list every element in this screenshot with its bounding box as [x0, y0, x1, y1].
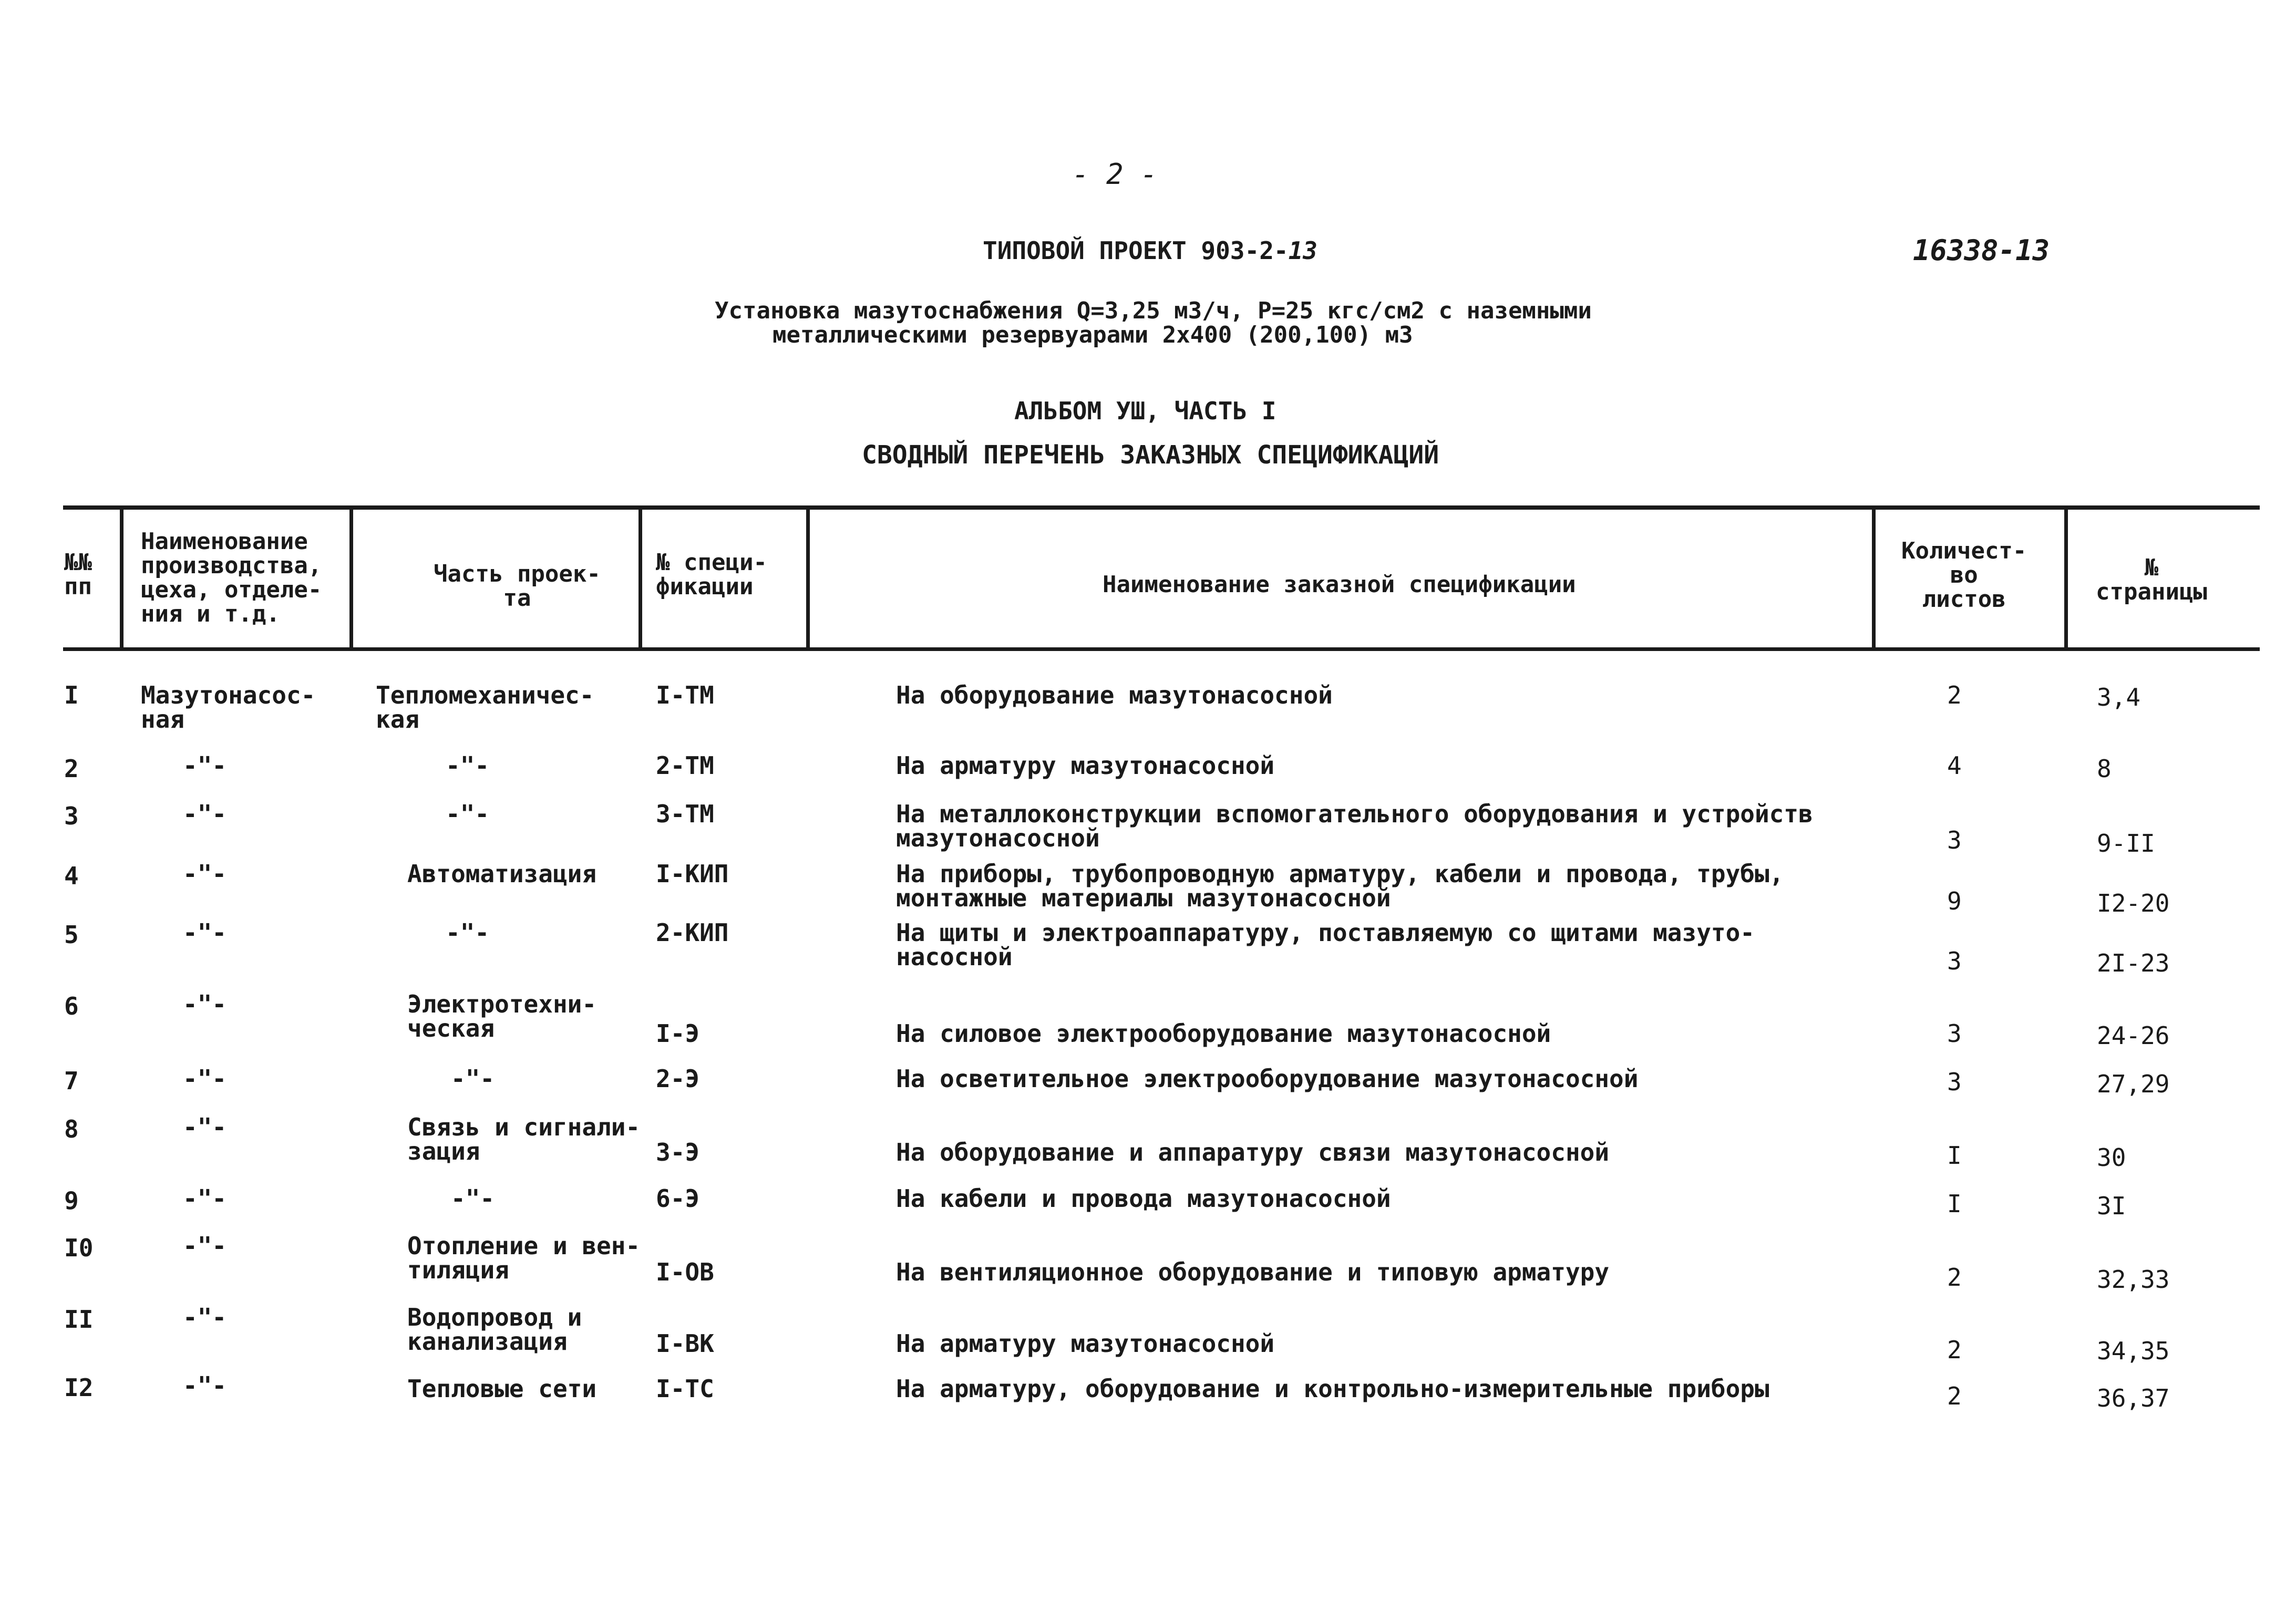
row-spec-no: I-ТМ [656, 681, 714, 709]
row-spec-name: На оборудование и аппаратуру связи мазутонасосной [896, 1138, 1610, 1166]
album-title: АЛЬБОМ УШ, ЧАСТЬ I [1014, 397, 1276, 425]
row-production: -"- [183, 1371, 227, 1400]
row-sheets: 9 [1947, 887, 1962, 915]
column-header-num: №№ пп [64, 549, 92, 600]
row-num: 9 [64, 1186, 79, 1215]
row-spec-no: 3-Э [656, 1138, 700, 1166]
row-sheets: 3 [1947, 826, 1962, 854]
row-sheets: 4 [1947, 751, 1962, 780]
row-num: I0 [64, 1234, 94, 1262]
row-part: Тепловые сети [407, 1375, 597, 1403]
row-page: 8 [2097, 755, 2112, 783]
column-divider [349, 505, 353, 650]
row-spec-no: I-КИП [656, 860, 729, 888]
row-part: Водопровод и канализация [407, 1303, 582, 1356]
row-spec-name: На вентиляционное оборудование и типовую арматуру [896, 1258, 1610, 1286]
row-production: -"- [183, 800, 227, 828]
row-page: 3I [2097, 1192, 2126, 1220]
row-page: 27,29 [2097, 1070, 2170, 1098]
row-part: -"- [451, 1065, 495, 1093]
row-part: Автоматизация [407, 860, 597, 888]
row-production: -"- [183, 1184, 227, 1213]
row-spec-no: I-ОВ [656, 1258, 714, 1286]
row-page: 3,4 [2097, 683, 2141, 711]
row-sheets: I [1947, 1141, 1962, 1170]
row-page: 32,33 [2097, 1265, 2170, 1294]
row-spec-no: 3-ТМ [656, 800, 714, 828]
row-sheets: 3 [1947, 1068, 1962, 1096]
row-sheets: 3 [1947, 1019, 1962, 1048]
row-sheets: 3 [1947, 947, 1962, 975]
project-suffix: 13 [1288, 236, 1317, 265]
row-part: Тепломеханичес- кая [376, 681, 594, 734]
row-num: 4 [64, 862, 79, 890]
column-header-production: Наименование производства, цеха, отделе- ния и т.д. [141, 528, 322, 627]
row-page: 34,35 [2097, 1337, 2170, 1365]
row-num: 6 [64, 992, 79, 1020]
row-sheets: I [1947, 1190, 1962, 1218]
row-production: -"- [183, 1303, 227, 1331]
row-spec-name: На арматуру мазутонасосной [896, 1329, 1275, 1358]
row-production: -"- [183, 1232, 227, 1260]
row-production: -"- [183, 990, 227, 1018]
row-page: 30 [2097, 1143, 2126, 1172]
row-spec-no: 2-КИП [656, 918, 729, 947]
row-page: 2I-23 [2097, 949, 2170, 977]
row-production: -"- [183, 1113, 227, 1141]
row-production: -"- [183, 751, 227, 780]
row-spec-name: На арматуру мазутонасосной [896, 751, 1275, 780]
column-header-sheets: Количест- во листов [1901, 538, 2027, 613]
row-spec-name: На приборы, трубопроводную арматуру, кабели и провода, трубы, монтажные материалы мазутонасосной [896, 860, 1784, 912]
row-num: 2 [64, 755, 79, 783]
column-header-spec-no: № специ- фикации [656, 549, 767, 600]
column-divider [1872, 505, 1876, 650]
row-page: 9-II [2097, 829, 2155, 858]
project-prefix: ТИПОВОЙ ПРОЕКТ 903-2- [983, 236, 1289, 265]
row-spec-name: На металлоконструкции вспомогательного оборудования и устройств мазутонасосной [896, 800, 1813, 852]
subtitle-line-2: металлическими резервуарами 2х400 (200,100) м3 [773, 322, 1413, 348]
row-sheets: 2 [1947, 1336, 1962, 1364]
row-spec-no: I-ТС [656, 1375, 714, 1403]
page-number: - 2 - [1072, 158, 1158, 191]
row-production: -"- [183, 860, 227, 888]
row-spec-name: На кабели и провода мазутонасосной [896, 1184, 1391, 1213]
row-part: -"- [446, 751, 490, 780]
row-spec-no: 6-Э [656, 1184, 700, 1213]
row-spec-no: 2-Э [656, 1065, 700, 1093]
column-divider [806, 505, 810, 650]
row-part: Отопление и вен- тиляция [407, 1232, 641, 1284]
column-header-spec-name: Наименование заказной спецификации [1103, 571, 1576, 598]
row-spec-no: 2-ТМ [656, 751, 714, 780]
row-part: Связь и сигнали- зация [407, 1113, 641, 1165]
row-part: -"- [446, 800, 490, 828]
column-divider [2064, 505, 2068, 650]
row-num: 8 [64, 1115, 79, 1143]
row-spec-no: I-ВК [656, 1329, 714, 1358]
row-spec-name: На оборудование мазутонасосной [896, 681, 1333, 709]
row-spec-name: На щиты и электроаппаратуру, поставляемую со щитами мазуто- насосной [896, 918, 1755, 971]
row-sheets: 2 [1947, 681, 1962, 709]
row-production: -"- [183, 1065, 227, 1093]
row-page: 36,37 [2097, 1384, 2170, 1412]
table-header-bottom-rule [63, 647, 2260, 651]
project-title [983, 236, 1317, 265]
row-num: 7 [64, 1067, 79, 1095]
column-header-part: Часть проек- та [434, 561, 601, 612]
row-spec-name: На осветительное электрооборудование мазутонасосной [896, 1065, 1639, 1093]
row-num: 5 [64, 921, 79, 949]
subtitle-line-1: Установка мазутоснабжения Q=3,25 м3/ч, Р=25 кгс/см2 с наземными [715, 297, 1592, 324]
row-spec-name: На арматуру, оборудование и контрольно-измерительные приборы [896, 1375, 1769, 1403]
row-num: I [64, 681, 79, 709]
row-sheets: 2 [1947, 1382, 1962, 1410]
table-top-rule [63, 505, 2260, 510]
row-production: Мазутонасос- ная [141, 681, 316, 734]
row-num: II [64, 1305, 94, 1334]
list-title: СВОДНЫЙ ПЕРЕЧЕНЬ ЗАКАЗНЫХ СПЕЦИФИКАЦИЙ [862, 440, 1439, 470]
column-header-page: № страницы [2096, 554, 2207, 605]
document-code: 16338-13 [1913, 234, 2050, 267]
row-part: -"- [451, 1184, 495, 1213]
column-divider [639, 505, 642, 650]
column-divider [120, 505, 123, 650]
row-num: I2 [64, 1373, 94, 1402]
row-page: I2-20 [2097, 889, 2170, 917]
row-production: -"- [183, 918, 227, 947]
row-page: 24-26 [2097, 1021, 2170, 1050]
row-part: -"- [446, 918, 490, 947]
row-sheets: 2 [1947, 1263, 1962, 1292]
row-part: Электротехни- ческая [407, 990, 597, 1042]
row-spec-name: На силовое электрооборудование мазутонасосной [896, 1019, 1551, 1048]
row-num: 3 [64, 802, 79, 830]
row-spec-no: I-Э [656, 1019, 700, 1048]
